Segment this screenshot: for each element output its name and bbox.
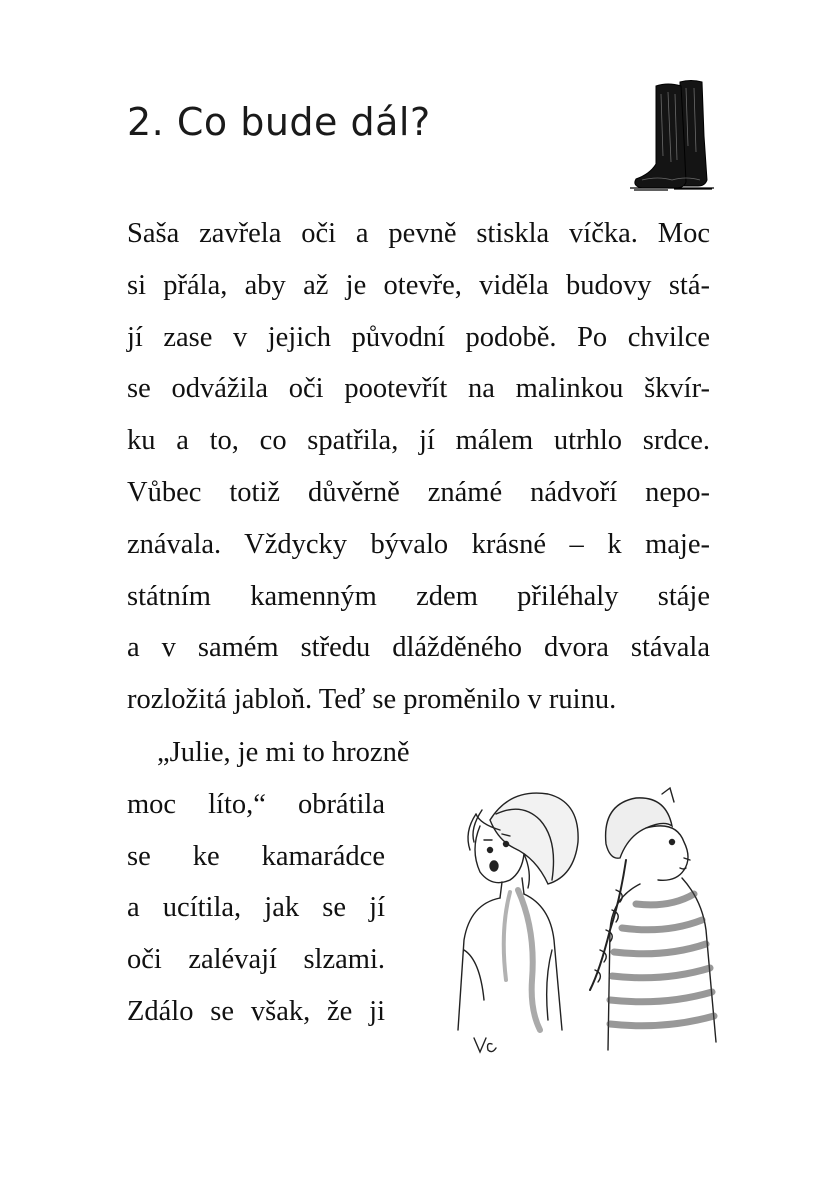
text-line: oči zalévají slzami. — [127, 944, 385, 976]
text-line: Saša zavřela oči a pevně stiskla víčka. Moc — [127, 218, 710, 249]
text-line: jí zase v jejich původní podobě. Po chvilce — [127, 321, 710, 353]
text-line: a ucítila, jak se jí — [127, 892, 385, 924]
text-line: rozložitá jabloň. Teď se proměnilo v ruinu. — [127, 684, 617, 716]
text-line: ku a to, co spatřila, jí málem utrhlo srdce. — [127, 425, 710, 457]
text-line: se odvážila oči pootevřít na malinkou škvír- — [127, 373, 710, 405]
body-text — [127, 208, 710, 726]
boots-illustration — [628, 76, 716, 192]
chapter-title: 2. Co bude dál? — [127, 100, 431, 144]
text-line: Vůbec totiž důvěrně známé nádvoří nepo- — [127, 476, 710, 508]
text-line: státním kamenným zdem přiléhaly stáje — [127, 580, 710, 612]
text-line: znávala. Vždycky bývalo krásné – k maje- — [127, 528, 710, 560]
girls-illustration — [440, 780, 740, 1070]
text-line: se ke kamarádce — [127, 840, 385, 872]
text-line: moc líto,“ obrátila — [127, 788, 385, 820]
text-line: Zdálo se však, že ji — [127, 995, 385, 1027]
text-line: a v samém středu dlážděného dvora stávala — [127, 632, 710, 664]
text-line: si přála, aby až je otevře, viděla budovy stá- — [127, 269, 710, 301]
side-text — [127, 727, 410, 1038]
text-line: „Julie, je mi to hrozně — [157, 737, 410, 768]
